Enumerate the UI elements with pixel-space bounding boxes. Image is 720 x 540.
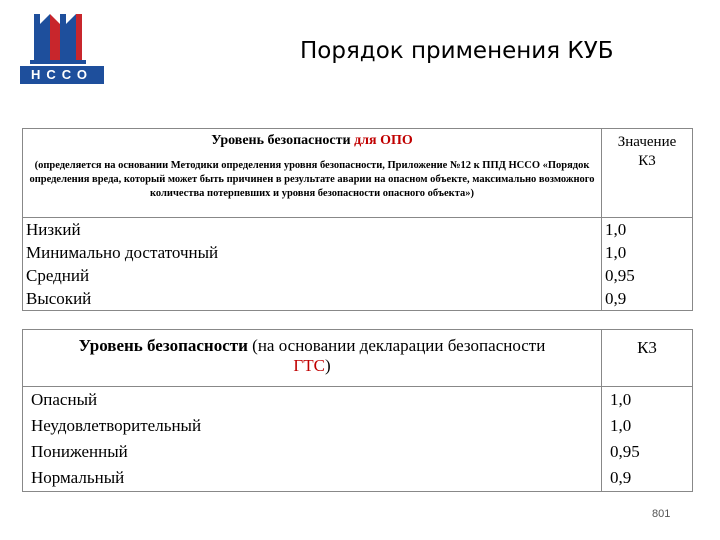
table-row	[23, 218, 693, 311]
table-header-level	[23, 330, 602, 387]
value-text: 0,95	[610, 442, 640, 461]
level-text: Пониженный	[31, 442, 128, 461]
value-text: 1,0	[610, 390, 632, 409]
level-cell	[23, 387, 602, 492]
value-text: 1,0	[610, 416, 632, 435]
value-cell	[602, 218, 693, 311]
level-text: Высокий	[26, 289, 92, 308]
level-text: Низкий	[26, 220, 81, 239]
header-main-highlight: для ОПО	[354, 133, 413, 148]
level-cell	[23, 218, 602, 311]
value-text: 1,0	[605, 243, 627, 262]
safety-level-opo-table	[22, 128, 693, 311]
table-header-value: К3	[602, 330, 693, 387]
table-row	[23, 387, 693, 492]
page-number: 801	[652, 508, 671, 520]
table-header-level	[23, 129, 602, 218]
level-text: Нормальный	[31, 468, 125, 487]
value-header-line2: К3	[638, 153, 656, 169]
header-highlight: ГТС	[293, 356, 325, 375]
header-main-prefix: Уровень безопасности	[211, 133, 355, 148]
value-text: 1,0	[605, 220, 627, 239]
level-text: Неудовлетворительный	[31, 416, 202, 435]
value-text: 0,9	[610, 468, 632, 487]
level-text: Средний	[26, 266, 90, 285]
table-header-value	[602, 129, 693, 218]
ncco-logo	[16, 10, 106, 88]
value-header-line1: Значение	[617, 134, 677, 150]
header-rest: (на основании декларации безопасности	[247, 336, 546, 355]
safety-level-gts-table	[22, 329, 693, 492]
value-text: 0,95	[605, 266, 635, 285]
header-bold: Уровень безопасности	[78, 336, 248, 355]
logo-towers-icon	[16, 10, 106, 66]
table-header-row	[23, 129, 693, 218]
value-cell	[602, 387, 693, 492]
header-note: (определяется на основании Методики определения уровня безопасности, Приложение №12 к ППД НССО «Порядок определения вреда, который может быть причинен в результате аварии на опасном объекте, максимально возможного количества потерпевших и уровня безопасности опасного объекта»)	[29, 160, 595, 199]
level-text: Опасный	[31, 390, 98, 409]
header-close: )	[324, 356, 331, 375]
logo-text: НССО	[20, 66, 104, 84]
level-text: Минимально достаточный	[26, 243, 219, 262]
table-header-row	[23, 330, 693, 387]
page-title: Порядок применения КУБ	[300, 38, 614, 64]
value-text: 0,9	[605, 289, 627, 308]
